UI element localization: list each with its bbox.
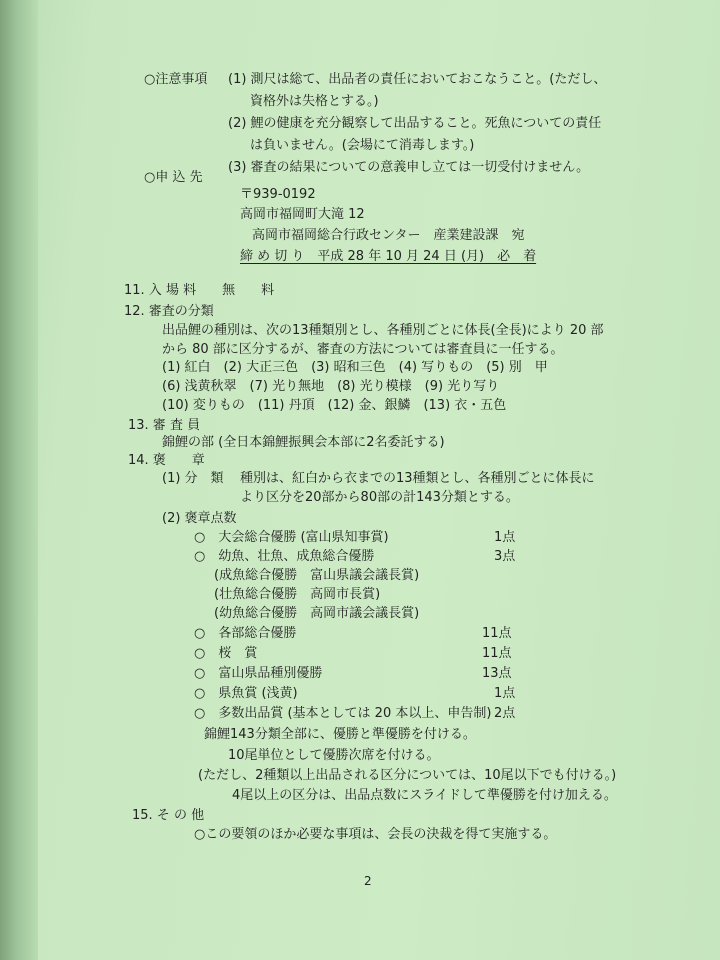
award-9-points: 1点 (494, 686, 516, 701)
award-3-name: (成魚総合優勝 富山県議会議長賞) (214, 568, 420, 583)
section-12-para2: から 80 部に区分するが、審査の方法については審査員に一任する。 (162, 342, 564, 357)
section-14-note3: (ただし、2種類以上出品される区分については、10尾以下でも付ける。) (198, 768, 617, 783)
application-label: ○申 込 先 (144, 170, 203, 185)
award-6-points: 11点 (482, 626, 512, 641)
section-14-c1-line2: より区分を20部から80部の計143分類とする。 (240, 490, 519, 505)
section-14-c2-label: (2) 褒章点数 (162, 511, 237, 526)
award-5-name: (幼魚総合優勝 高岡市議会議長賞) (214, 606, 420, 621)
section-15-body: ○この要領のほか必要な事項は、会長の決裁を得て実施する。 (194, 827, 557, 842)
award-1-name: ○ 大会総合優勝 (富山県知事賞) (194, 530, 389, 545)
section-14-title: 14. 褒 章 (128, 453, 205, 468)
application-address: 高岡市福岡町大滝 12 (240, 207, 365, 222)
award-8-points: 13点 (482, 666, 512, 681)
section-12-category-row3: (10) 変りもの (11) 丹頂 (12) 金、銀鱗 (13) 衣・五色 (162, 398, 507, 413)
section-14-c1-label: (1) 分 類 (162, 471, 224, 486)
section-14-c1-line1: 種別は、紅白から衣までの13種類とし、各種別ごとに体長に (240, 471, 595, 486)
award-10-name: ○ 多数出品賞 (基本としては 20 本以上、申告制) (194, 706, 492, 721)
award-7-points: 11点 (482, 646, 512, 661)
notes-item1-line1: (1) 測尺は総て、出品者の責任においておこなうこと。(ただし、 (228, 72, 607, 87)
section-13-title: 13. 審 査 員 (128, 418, 201, 433)
section-14-note2: 10尾単位として優勝次席を付ける。 (228, 748, 440, 763)
section-11-title: 11. 入 場 料 無 料 (124, 283, 275, 298)
section-14-note1: 錦鯉143分類全部に、優勝と準優勝を付ける。 (204, 727, 476, 742)
notes-item3: (3) 審査の結果についての意義申し立ては一切受付けません。 (228, 160, 590, 175)
section-13-body: 錦鯉の部 (全日本錦鯉振興会本部に2名委託する) (162, 435, 445, 450)
section-12-title: 12. 審査の分類 (124, 304, 214, 319)
award-8-name: ○ 富山県品種別優勝 (194, 666, 323, 681)
award-2-points: 3点 (494, 549, 516, 564)
notes-label: ○注意事項 (144, 72, 208, 87)
section-12-category-row2: (6) 浅黄秋翠 (7) 光り無地 (8) 光り模様 (9) 光り写り (162, 379, 500, 394)
application-postal: 〒939-0192 (240, 187, 316, 202)
award-10-points: 2点 (494, 706, 516, 721)
award-1-points: 1点 (494, 530, 516, 545)
section-12-para1: 出品鯉の種別は、次の13種類別とし、各種別ごとに体長(全長)により 20 部 (162, 323, 604, 338)
award-7-name: ○ 桜 賞 (194, 646, 258, 661)
section-12-category-row1: (1) 紅白 (2) 大正三色 (3) 昭和三色 (4) 写りもの (5) 別 甲 (162, 360, 548, 375)
notes-item2-line2: は負いません。(会場にて消毒します。) (250, 138, 475, 153)
application-office: 高岡市福岡総合行政センター 産業建設課 宛 (252, 228, 525, 243)
page-number: 2 (364, 874, 372, 888)
section-14-note4: 4尾以上の区分は、出品点数にスライドして準優勝を付け加える。 (232, 788, 617, 803)
page-fold-shadow (0, 0, 38, 960)
award-6-name: ○ 各部総合優勝 (194, 626, 297, 641)
application-deadline: 締 め 切 り 平成 28 年 10 月 24 日 (月) 必 着 (240, 249, 537, 264)
award-9-name: ○ 県魚賞 (浅黄) (194, 686, 298, 701)
section-15-title: 15. そ の 他 (132, 808, 205, 823)
award-4-name: (壮魚総合優勝 高岡市長賞) (214, 587, 381, 602)
notes-item1-line2: 資格外は失格とする。) (250, 94, 379, 109)
notes-item2-line1: (2) 鯉の健康を充分観察して出品すること。死魚についての責任 (228, 116, 602, 131)
award-2-name: ○ 幼魚、壮魚、成魚総合優勝 (194, 549, 375, 564)
